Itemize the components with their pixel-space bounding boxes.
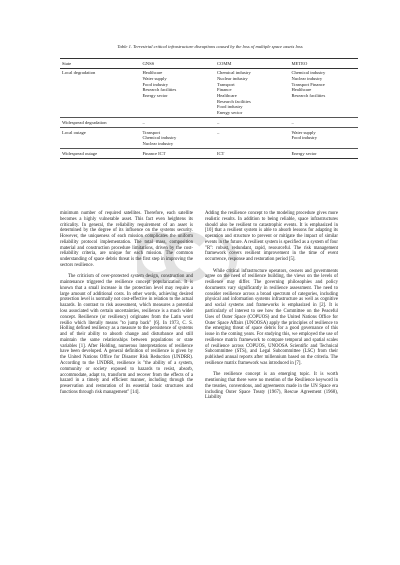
cell-comm [215, 68, 290, 118]
cell-item: Research facilities [142, 87, 177, 93]
cell-gnss [140, 149, 215, 159]
col-header-gnss: GNSS [140, 59, 215, 69]
cell-item: Healthcare [216, 93, 237, 99]
table-row [60, 118, 358, 128]
cell-item: Nuclear industry [216, 75, 248, 81]
cell-state: Widespread outage [60, 149, 140, 159]
cell-gnss [140, 118, 215, 128]
cell-item: Transport [216, 81, 235, 87]
cell-gnss [140, 68, 215, 118]
cell-item: Nuclear industry [291, 75, 323, 81]
cell-gnss [140, 128, 215, 149]
cell-item: Chemical industry [291, 70, 326, 76]
cell-comm [215, 128, 290, 149]
cell-item: ICT [216, 150, 225, 156]
cell-item: Chemical industry [142, 135, 177, 141]
cell-state: Local outage [60, 128, 140, 149]
paragraph: While critical infrastructure operators, owners and governments agree on the need of resilience building, the views on the levels of resilience may differ. The governing philosophies and policy documents vary significantly in resilience assessment. The need to consider resilience across a broad spectrum of categories, including physical and information systems infrastructure as well as cognitive and social systems and frameworks is emphasized in [2]. It is particularly of interest to see how the Committee on the Peaceful Uses of Outer Space (COPUOS) and the United Nations Office for Outer Space Affairs (UNOOSA) apply the principles of resilience to the emerging threat of space debris for a good governance of this issue in the coming years. For studying this, we employed the use of resilience matrix framework to compare temporal and spatial scales of resilience across COPUOS, UNOOSA Scientific and Technical Subcommittee (STS), and Legal Subcommittee (LSC) from their published annual reports after millennium based on the criteria. The resilience matrix framework was introduced in [7]. [205, 268, 338, 367]
paragraph: minimum number of required satellites. Therefore, each satellite becomes a highly vulnerable asset. This fact even heightens its criticality. In general, the reliability requirement of an asset is determined by the degree of its influence on the systems security. However, the uniqueness of each mission complicates the uniform reliability protocol implementation. The total mass, composition material and construction procedure limitations, driven by the cost-reliability criteria, are unique for each mission. The common understanding of space debris threat is the first step in improving the sectors resilience. [60, 211, 193, 269]
table-body [60, 68, 358, 158]
left-column [60, 211, 193, 401]
table-row [60, 149, 358, 159]
cell-comm [215, 149, 290, 159]
cell-item: Research facilities [291, 93, 326, 99]
cell-comm [215, 118, 290, 128]
cell-item: Finance ICT [142, 150, 166, 156]
cell-item: – [291, 119, 294, 125]
cell-item: Healthcare [142, 70, 163, 76]
cell-item: Nuclear industry [142, 140, 174, 146]
cell-state: Widespread degradation [60, 118, 140, 128]
cell-item: Energy sector [142, 93, 168, 99]
cell-meteo [289, 118, 358, 128]
table-row [60, 128, 358, 149]
cell-item: Transport Finance [291, 81, 325, 87]
paragraph: Adding the resilience concept to the modeling procedure gives more realistic results. In addition to being reliable, space infrastructures should also be resilient to catastrophic events. It is emphasized in [10] that a resilient system is able to absorb lessons for adapting its operation and structure to prevent or mitigate the impact of similar events in the future. A resilient system is specified as a system of four "R": robust, redundant, rapid, resourceful. The risk management framework covers resilient improvement in the time of event occurrence, response and restoration period [5]. [205, 211, 338, 263]
cell-item: Chemical industry [216, 70, 251, 76]
paragraph: The resilience concept is an emerging topic. It is worth mentioning that there were no mention of the Resilience keyword in the treaties, conventions, and agreements made in the UN Space era including Outer Space Treaty (1967), Rescue Agreement (1968), Liability [205, 372, 338, 401]
col-header-comm: COMM [215, 59, 290, 69]
cell-item: Food industry [142, 81, 169, 87]
cell-item: – [216, 129, 220, 135]
paragraph: The criticism of over-protected system design, construction and maintenance triggered the resilience concept popularization. It is known that a small increase in the protection level may require a large amount of additional costs. In other words, achieving desired protection level is normally not cost-effective in relation to the actual hazards. In contrast to risk assessment, which measures a potential loss associated with certain uncertainties, resilience is a much wider concept. Resilience (or resiliency) originates from the Latin word resilio which literally means "to jump back" [6]. In 1973, C. S. Holling defined resiliency as a measure to the persistence of systems and of their ability to absorb change and disturbance and still maintain the same relationships between populations or state variables [1]. After Holding, numerous interpretations of resilience have been developed. A general definition of resilience is given by the United Nations Office for Disaster Risk Reduction (UNDRR). According to the UNDRR, resilience is "the ability of a system, community or society exposed to hazards to resist, absorb, accommodate, adapt to, transform and recover from the effects of a hazard in a timely and efficient manner, including through the preservation and restoration of its essential basic structures and functions through risk management" [14]. [60, 274, 193, 395]
col-header-state: State [60, 59, 140, 69]
table-header-row [60, 59, 358, 69]
cell-item: Research facilities [216, 98, 251, 104]
cell-item: Transport [142, 129, 161, 135]
cell-item: Healthcare [291, 87, 312, 93]
cell-meteo [289, 128, 358, 149]
disruptions-table [60, 58, 358, 159]
cell-item: Water supply [142, 75, 167, 81]
cell-item: Energy sector [216, 110, 243, 116]
cell-item: Energy sector [291, 150, 317, 156]
cell-meteo [289, 149, 358, 159]
cell-item: Food industry [291, 135, 318, 141]
table-caption: Table 1. Terrestrial critical infrastructure disruptions caused by the loss of multiple space assets loss [117, 44, 303, 49]
table-row [60, 68, 358, 118]
cell-item: Food industry [216, 104, 243, 110]
cell-item: Finance [216, 87, 232, 93]
right-column [205, 211, 338, 407]
cell-item: Water supply [291, 129, 316, 135]
cell-meteo [289, 68, 358, 118]
cell-item: – [142, 119, 145, 125]
cell-state: Local degradation [60, 68, 140, 118]
col-header-meteo: METEO [289, 59, 358, 69]
cell-item: – [216, 119, 220, 125]
